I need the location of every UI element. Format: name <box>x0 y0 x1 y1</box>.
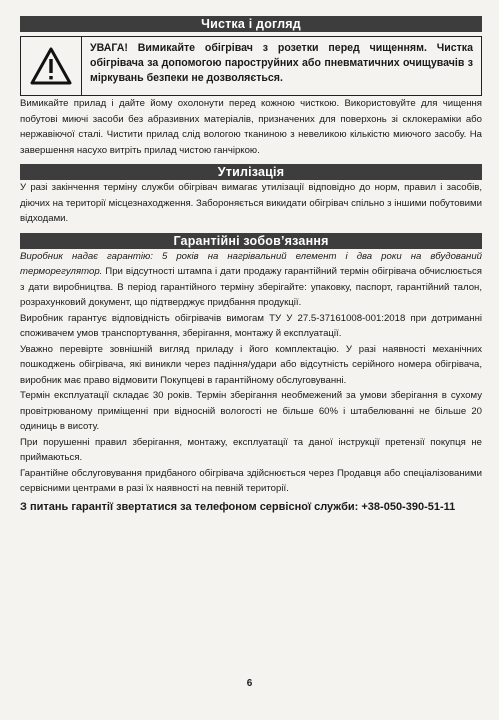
page-number: 6 <box>246 678 253 689</box>
warranty-section-title: Гарантійні зобов’язання <box>20 233 482 249</box>
warning-triangle-icon <box>29 46 73 86</box>
manual-page <box>20 16 482 515</box>
service-phone-text: З питань гарантії звертатися за телефоном сервісної служби: +38-050-390-51-11 <box>20 500 456 513</box>
warranty-paragraph-1 <box>20 249 482 311</box>
warranty-paragraph-5: При порушенні правил зберігання, монтажу, експлуатації та даної інструкції претензії покупця не приймаються. <box>20 436 482 463</box>
warranty-paragraph-2: Виробник гарантує відповідність обігрівачів вимогам ТУ У 27.5-37161008-001:2018 при дотриманні споживачем умов транспортування, зберігання, монтажу й експлуатації. <box>20 312 482 339</box>
warning-text: УВАГА! Вимикайте обігрівач з розетки перед чищенням. Чистка обігрівача за допомогою пароструйних або пневматичних очищувачів з міркувань безпеки не дозволяється. <box>90 42 473 84</box>
warranty-paragraph-3: Уважно перевірте зовнішній вигляд приладу і його комплектацію. У разі наявності механічних пошкоджень обігрівача, які виникли через падіння/удари або відсутність серійного номера обігрівача, виробник має право відмовити Покупцеві в гарантійному обслуговуванні. <box>20 343 482 386</box>
warning-box <box>20 36 482 96</box>
care-text: Вимикайте прилад і дайте йому охолонути перед кожною чисткою. Використовуйте для чищення побутові миючі засоби без абразивних матеріалів, призначених для поверхонь зі склокераміки або нержавіючої сталі. Чистити прилад слід вологою тканиною з невеликою кількістю миючого засобу. На завершення насухо витріть прилад чистою ганчіркою. <box>20 98 482 156</box>
care-section-title: Чистка і догляд <box>20 16 482 32</box>
warranty-period-text: Виробник надає гарантію: 5 років на нагрівальний елемент і два роки на вбудований терморегулятор. <box>20 250 482 277</box>
disposal-section-title: Утилізація <box>20 164 482 180</box>
warning-icon-box <box>21 37 82 95</box>
warranty-paragraph-4: Термін експлуатації складає 30 років. Термін зберігання необмежений за умови зберігання в сухому провітрюваному приміщенні при відносній вологості не більше 60% і штабелюванні не більше 20 одиниць в висоту. <box>20 390 482 432</box>
disposal-text: У разі закінчення терміну служби обігрівач вимагає утилізації відповідно до норм, правил і засобів, діючих на території місцезнаходження. Забороняється викидати обігрівач спільно з іншими побутовими відходами. <box>20 182 482 224</box>
warranty-paragraph-6: Гарантійне обслуговування придбаного обігрівача здійснюється через Продавця або спеціалізованими сервісними центрами в разі їх наявності на певній території. <box>20 467 482 494</box>
warranty-period-rest: При відсутності штампа і дати продажу гарантійний термін обігрівача обчислюється з дати виробництва. В період гарантійного терміну зберігайте: упаковку, паспорт, гарантійний талон, розрахунковий документ, що підтверджує придбання продукції. <box>20 266 482 308</box>
